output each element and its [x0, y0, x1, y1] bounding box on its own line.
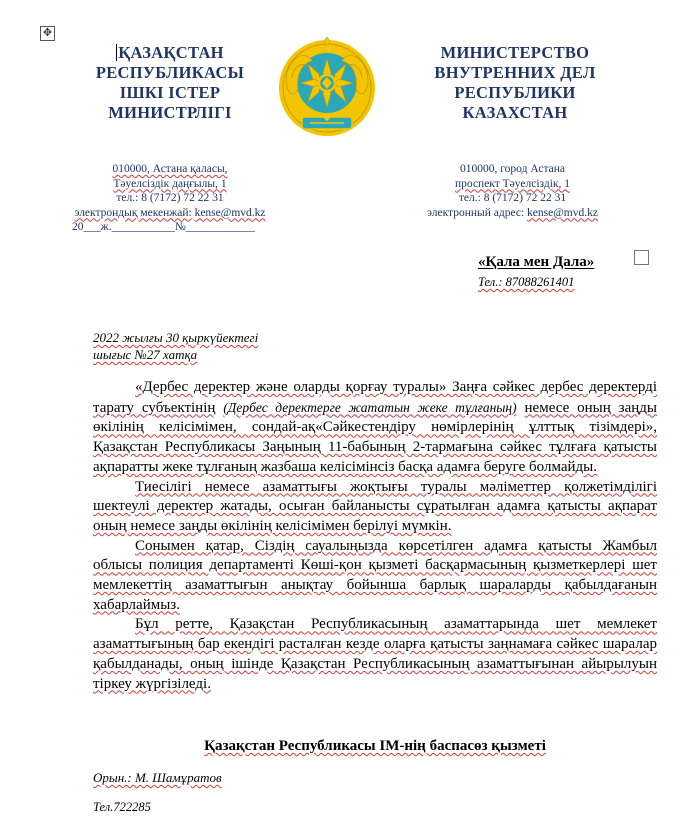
- address-phone: тел.: 8 (7172) 72 22 31: [458, 192, 567, 204]
- paragraph-italic-note: (Дербес деректерге жататын жеке тұлғаның): [223, 399, 517, 415]
- ministry-name-russian: [415, 43, 615, 123]
- press-service-signature: Қазақстан Республикасы ІМ-нің баспасөз қызметі: [204, 738, 546, 754]
- letter-date-block: [93, 329, 258, 363]
- table-move-handle-icon[interactable]: ✥: [40, 26, 55, 41]
- address-email-label: электрондық мекенжай:: [74, 206, 192, 219]
- address-block-kazakh: [60, 162, 280, 235]
- address-phone: тел.: 8 (7172) 72 22 31: [116, 192, 224, 204]
- address-postal: 010000, Астана қаласы,: [112, 163, 228, 175]
- reference-number-line: 20___ж.___________№____________: [72, 221, 255, 233]
- address-street: проспект Тәуелсіздік, 1: [455, 177, 570, 190]
- ministry-line: КАЗАХСТАН: [462, 103, 568, 122]
- recipient-name: «Қала мен Дала»: [478, 254, 595, 270]
- address-email: kense@mvd.kz: [194, 206, 266, 219]
- address-postal: 010000, город Астана: [460, 163, 565, 175]
- letter-date: 2022 жылғы 30 қыркүйектегі: [93, 330, 259, 345]
- paragraph: «Дербес деректер және оларды қорғау туралы» Заңға сәйкес дербес деректерді тарату субъектінің (Дербес деректерге жататын жеке тұлғаның) немесе оның заңды өкілінің келісімімен, сондай-ақ«Сәйкестендіру нөмірлерінің ұлттық тізімдері», Қазақстан Республикасы Заңының 11-бабының 2-тармағына сәйкес тұлғаға қатысты ақпаратты жеке тұлғаның жазбаша келісімінсіз басқа адамға беруге болмайды.: [93, 379, 657, 475]
- ministry-line: МИНИСТРЛІГІ: [108, 103, 232, 122]
- ministry-line: МИНИСТЕРСТВО: [440, 43, 590, 62]
- paragraph: Сонымен қатар, Сіздің сауалыңызда көрсетілген адамға қатысты Жамбыл облысы полиция департаменті Көші-қон қызметі басқармасының қызметкерлері шет мемлекеттің азаматтығын анықтау бойынша барлық шараларды қабылдағанын хабарлаймыз.: [93, 537, 657, 613]
- recipient-phone: Тел.: 87088261401: [478, 275, 575, 289]
- address-street: Тәуелсіздік даңғылы, 1: [113, 177, 227, 190]
- paragraph: Бұл ретте, Қазақстан Республикасының азаматтарында шет мемлекет азаматтығының бар екендігі расталған кезде оларға қатысты заңнамаға сәйкес шаралар қабылданады, оның ішінде Қазақстан Республикасының азаматтығынан айырылуын тіркеу жүргізіледі.: [93, 616, 657, 692]
- address-block-russian: [410, 162, 615, 220]
- checkbox-icon[interactable]: [634, 250, 649, 265]
- ministry-line: ВНУТРЕННИХ ДЕЛ: [434, 63, 596, 82]
- state-emblem-icon: [276, 37, 378, 139]
- ministry-line: РЕСПУБЛИКИ: [454, 83, 576, 102]
- ministry-line: ІШКІ ІСТЕР: [119, 83, 221, 102]
- letter-reference: шығыс №27 хатқа: [93, 347, 198, 362]
- ministry-line: ҚАЗАҚСТАН: [118, 43, 224, 62]
- paragraph: Тиесілігі немесе азаматтығы жоқтығы туралы мәліметтер қолжетімділігі шектеулі деректер жатады, осыған байланысты сұратылған адамға қатысты ақпарат оның немесе заңды өкілінің келісімімен берілуі мүмкін.: [93, 478, 657, 534]
- executor-phone: Тел.722285: [93, 800, 151, 814]
- ministry-line: РЕСПУБЛИКАСЫ: [95, 63, 245, 82]
- ministry-name-kazakh: [82, 43, 258, 123]
- address-email-label: электронный адрес:: [427, 206, 525, 219]
- address-email: kense@mvd.kz: [527, 206, 598, 219]
- executor-name: Орын.: М. Шамұратов: [93, 770, 222, 785]
- letter-body: [93, 378, 657, 694]
